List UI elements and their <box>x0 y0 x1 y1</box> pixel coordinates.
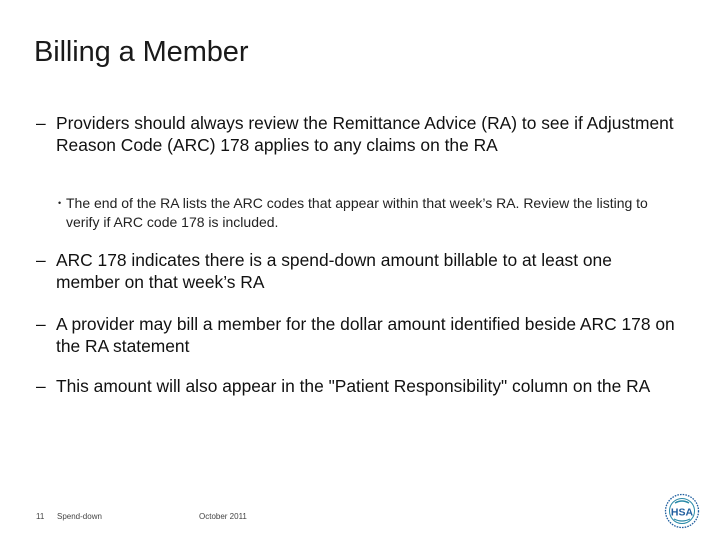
bullet-text: ARC 178 indicates there is a spend-down amount billable to at least one member on that week’s RA <box>56 250 612 292</box>
bullet-item-arc-178 <box>36 249 676 293</box>
dash-marker: – <box>36 314 46 334</box>
bullet-text: Providers should always review the Remittance Advice (RA) to see if Adjustment Reason Code (ARC) 178 applies to any claims on the RA <box>56 113 674 155</box>
bullet-text: A provider may bill a member for the dollar amount identified beside ARC 178 on the RA statement <box>56 314 675 356</box>
bullet-text: This amount will also appear in the "Patient Responsibility" column on the RA <box>56 376 651 396</box>
hsa-logo-icon <box>664 493 700 529</box>
dash-marker: – <box>36 113 46 133</box>
bullet-item-review-ra <box>36 112 676 156</box>
footer-date: October 2011 <box>199 512 247 521</box>
sub-bullet-item-arc-list <box>58 194 668 232</box>
dot-marker: • <box>58 198 62 208</box>
bullet-item-patient-responsibility <box>36 375 676 397</box>
footer-page-number: 11 <box>36 512 45 521</box>
footer-section: Spend-down <box>57 512 102 521</box>
dash-marker: – <box>36 376 46 396</box>
bullet-item-bill-member <box>36 313 676 357</box>
slide-title: Billing a Member <box>34 36 249 68</box>
dash-marker: – <box>36 250 46 270</box>
sub-bullet-text: The end of the RA lists the ARC codes that appear within that week’s RA. Review the listing to verify if ARC code 178 is included. <box>66 195 648 230</box>
svg-text:HSA: HSA <box>670 506 694 519</box>
